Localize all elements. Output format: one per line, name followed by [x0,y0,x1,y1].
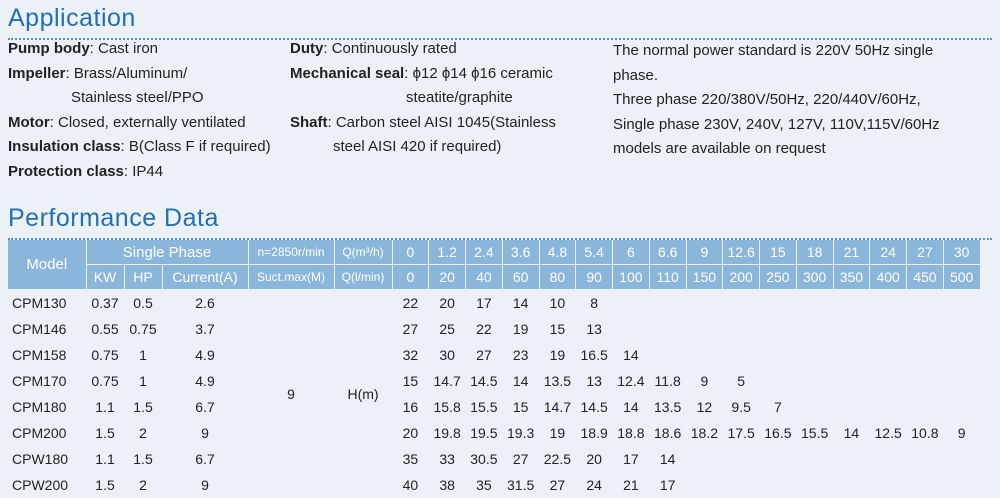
cell-head-value [760,446,797,472]
header-kw: KW [86,265,124,290]
cell-h-label: H(m) [334,290,392,498]
header-q-m3h-value: 24 [870,240,907,265]
cell-head-value [870,316,907,342]
cell-head-value: 20 [429,290,466,317]
cell-head-value: 19 [539,420,576,446]
header-q-m3h-value: 27 [907,240,944,265]
cell-head-value: 23 [502,342,539,368]
cell-head-value: 14.7 [429,368,466,394]
cell-kw: 0.37 [86,290,124,317]
cell-head-value: 40 [392,472,429,498]
cell-current: 9 [162,420,248,446]
header-q-lmin-value: 400 [870,265,907,290]
cell-head-value [907,472,944,498]
cell-head-value: 10 [539,290,576,317]
spec-value: : Carbon steel AISI 1045(Stainless [328,114,556,131]
cell-head-value [796,316,833,342]
cell-head-value: 16.5 [576,342,613,368]
cell-current: 4.9 [162,368,248,394]
header-q-lmin-value: 60 [502,265,539,290]
cell-head-value [796,446,833,472]
cell-model: CPM170 [8,368,86,394]
cell-head-value: 15 [392,368,429,394]
application-middle-column [290,37,590,160]
spec-value: : IP44 [124,163,163,180]
cell-model: CPM158 [8,342,86,368]
header-q-m3h-value: 4.8 [539,240,576,265]
header-q-m3h-value: 1.2 [429,240,466,265]
performance-heading: Performance Data [8,204,219,233]
cell-head-value: 14 [649,446,686,472]
spec-seal-cont: steatite/graphite [290,86,590,111]
cell-head-value [870,394,907,420]
header-q-lmin-value: 110 [649,265,686,290]
cell-head-value [943,446,980,472]
cell-head-value: 27 [466,342,503,368]
header-q-lmin-value: 150 [686,265,723,290]
header-q-lmin-value: 100 [613,265,650,290]
cell-head-value [796,472,833,498]
header-hp: HP [124,265,162,290]
cell-head-value [649,342,686,368]
cell-model: CPM130 [8,290,86,317]
header-q-lmin-value: 40 [466,265,503,290]
header-row-1 [8,240,980,265]
spec-shaft [290,111,590,136]
cell-head-value: 19.5 [466,420,503,446]
table-row [8,420,980,446]
cell-head-value: 14 [502,290,539,317]
cell-model: CPM180 [8,394,86,420]
cell-head-value [723,290,760,317]
cell-head-value [907,394,944,420]
header-q-lmin-value: 250 [760,265,797,290]
header-q-m3h: Q(m³/h) [334,240,392,265]
cell-head-value [686,342,723,368]
cell-head-value: 22 [392,290,429,317]
note-line: The normal power standard is 220V 50Hz single [613,39,973,64]
cell-head-value [686,316,723,342]
cell-head-value [907,290,944,317]
cell-head-value: 15 [502,394,539,420]
header-q-lmin-value: 0 [392,265,429,290]
cell-head-value [686,290,723,317]
cell-head-value: 19.8 [429,420,466,446]
cell-head-value [833,290,870,317]
note-line: Single phase 230V, 240V, 127V, 110V,115V/60Hz [613,113,973,138]
cell-head-value: 18.8 [613,420,650,446]
spec-label: Insulation class [8,138,121,155]
cell-kw: 1.5 [86,420,124,446]
cell-head-value [870,368,907,394]
header-q-lmin-value: 20 [429,265,466,290]
cell-head-value: 7 [760,394,797,420]
cell-head-value: 14 [613,394,650,420]
header-q-m3h-value: 6 [613,240,650,265]
application-left-column [8,37,280,184]
cell-head-value: 12.5 [870,420,907,446]
spec-label: Impeller [8,65,66,82]
spec-label: Protection class [8,163,124,180]
cell-head-value [613,316,650,342]
cell-head-value: 15 [539,316,576,342]
cell-head-value [796,342,833,368]
cell-head-value [760,472,797,498]
header-q-lmin-value: 90 [576,265,613,290]
spec-pump-body [8,37,280,62]
table-row [8,316,980,342]
cell-model: CPM146 [8,316,86,342]
cell-model: CPM200 [8,420,86,446]
cell-kw: 0.75 [86,342,124,368]
cell-head-value: 27 [539,472,576,498]
cell-head-value [833,394,870,420]
cell-current: 6.7 [162,394,248,420]
cell-hp: 1 [124,342,162,368]
header-q-lmin-value: 500 [943,265,980,290]
cell-head-value: 12 [686,394,723,420]
spec-shaft-cont: steel AISI 420 if required) [290,135,590,160]
cell-head-value [649,316,686,342]
cell-head-value [760,290,797,317]
cell-hp: 0.5 [124,290,162,317]
header-q-m3h-value: 21 [833,240,870,265]
power-standard-note [613,39,973,162]
cell-head-value: 20 [576,446,613,472]
header-q-lmin-value: 450 [907,265,944,290]
cell-head-value [943,472,980,498]
cell-hp: 2 [124,472,162,498]
cell-head-value: 8 [576,290,613,317]
cell-head-value [796,290,833,317]
cell-head-value [943,394,980,420]
cell-current: 3.7 [162,316,248,342]
cell-head-value: 14 [502,368,539,394]
cell-hp: 2 [124,420,162,446]
cell-head-value [833,342,870,368]
cell-head-value: 13.5 [539,368,576,394]
cell-head-value: 18.6 [649,420,686,446]
cell-head-value: 13.5 [649,394,686,420]
cell-head-value: 14 [613,342,650,368]
cell-head-value: 15.8 [429,394,466,420]
cell-suct-value: 9 [248,290,334,498]
cell-hp: 1.5 [124,446,162,472]
performance-table [8,240,981,498]
cell-head-value [833,368,870,394]
spec-label: Duty [290,40,323,57]
cell-head-value: 22 [466,316,503,342]
note-line: phase. [613,64,973,89]
cell-head-value [686,472,723,498]
cell-hp: 1.5 [124,394,162,420]
cell-head-value: 5 [723,368,760,394]
cell-head-value: 12.4 [613,368,650,394]
table-row [8,368,980,394]
spec-value: : Continuously rated [323,40,456,57]
cell-head-value [723,472,760,498]
application-heading: Application [8,4,136,33]
cell-head-value: 19.3 [502,420,539,446]
header-q-lmin: Q(l/min) [334,265,392,290]
cell-head-value: 17 [649,472,686,498]
cell-head-value: 14 [833,420,870,446]
cell-head-value: 27 [392,316,429,342]
spec-label: Mechanical seal [290,65,404,82]
cell-head-value [907,342,944,368]
cell-head-value: 16 [392,394,429,420]
header-q-m3h-value: 3.6 [502,240,539,265]
cell-kw: 0.55 [86,316,124,342]
table-row [8,472,980,498]
cell-head-value: 18.9 [576,420,613,446]
cell-head-value [760,368,797,394]
spec-label: Shaft [290,114,328,131]
cell-head-value: 38 [429,472,466,498]
cell-kw: 1.1 [86,446,124,472]
cell-head-value: 15.5 [796,420,833,446]
cell-head-value: 30.5 [466,446,503,472]
cell-head-value [723,316,760,342]
cell-current: 9 [162,472,248,498]
cell-head-value [943,368,980,394]
cell-head-value: 19 [502,316,539,342]
cell-model: CPW180 [8,446,86,472]
cell-head-value [870,290,907,317]
cell-kw: 0.75 [86,368,124,394]
header-q-m3h-value: 0 [392,240,429,265]
cell-head-value [833,472,870,498]
cell-head-value [907,446,944,472]
cell-head-value [760,316,797,342]
cell-current: 6.7 [162,446,248,472]
cell-head-value [760,342,797,368]
cell-head-value [723,342,760,368]
spec-value: : Cast iron [90,40,158,57]
cell-head-value: 19 [539,342,576,368]
spec-motor [8,111,280,136]
header-q-m3h-value: 15 [760,240,797,265]
cell-head-value [833,316,870,342]
cell-head-value: 20 [392,420,429,446]
note-line: Three phase 220/380V/50Hz, 220/440V/60Hz, [613,88,973,113]
cell-head-value [943,316,980,342]
spec-impeller-cont: Stainless steel/PPO [8,86,280,111]
cell-kw: 1.1 [86,394,124,420]
spec-protection [8,160,280,185]
cell-head-value [907,368,944,394]
cell-hp: 0.75 [124,316,162,342]
spec-label: Pump body [8,40,90,57]
cell-head-value: 9 [943,420,980,446]
cell-head-value: 25 [429,316,466,342]
cell-head-value: 17.5 [723,420,760,446]
spec-insulation [8,135,280,160]
cell-head-value [943,342,980,368]
cell-head-value: 11.8 [649,368,686,394]
spec-duty [290,37,590,62]
cell-head-value [613,290,650,317]
cell-head-value [907,316,944,342]
cell-head-value: 15.5 [466,394,503,420]
cell-head-value [870,342,907,368]
cell-head-value [686,446,723,472]
cell-current: 2.6 [162,290,248,317]
cell-head-value: 9.5 [723,394,760,420]
cell-head-value: 30 [429,342,466,368]
header-current: Current(A) [162,265,248,290]
cell-head-value: 33 [429,446,466,472]
table-row [8,290,980,317]
header-suct: Suct.max(M) [248,265,334,290]
cell-model: CPW200 [8,472,86,498]
header-speed: n=2850r/min [248,240,334,265]
cell-head-value: 14.5 [466,368,503,394]
cell-hp: 1 [124,368,162,394]
cell-head-value [833,446,870,472]
cell-head-value: 24 [576,472,613,498]
spec-label: Motor [8,114,50,131]
cell-head-value: 14.5 [576,394,613,420]
cell-head-value: 9 [686,368,723,394]
table-row [8,342,980,368]
cell-head-value: 14.7 [539,394,576,420]
cell-head-value [796,368,833,394]
cell-head-value: 35 [392,446,429,472]
header-model: Model [8,240,86,290]
header-row-2 [8,265,980,290]
cell-head-value: 13 [576,368,613,394]
cell-kw: 1.5 [86,472,124,498]
cell-head-value: 10.8 [907,420,944,446]
note-line: models are available on request [613,137,973,162]
header-q-lmin-value: 200 [723,265,760,290]
cell-head-value [796,394,833,420]
header-q-m3h-value: 2.4 [466,240,503,265]
cell-head-value [723,446,760,472]
spec-value: : Closed, externally ventilated [50,114,246,131]
cell-head-value: 21 [613,472,650,498]
cell-head-value: 17 [466,290,503,317]
cell-head-value [943,290,980,317]
cell-head-value: 22.5 [539,446,576,472]
header-q-m3h-value: 9 [686,240,723,265]
header-q-lmin-value: 350 [833,265,870,290]
header-q-m3h-value: 5.4 [576,240,613,265]
cell-head-value [870,472,907,498]
cell-head-value: 17 [613,446,650,472]
cell-head-value: 32 [392,342,429,368]
table-row [8,446,980,472]
spec-impeller [8,62,280,87]
header-q-lmin-value: 80 [539,265,576,290]
header-q-m3h-value: 12.6 [723,240,760,265]
header-q-lmin-value: 300 [796,265,833,290]
cell-head-value: 27 [502,446,539,472]
cell-head-value: 18.2 [686,420,723,446]
header-q-m3h-value: 30 [943,240,980,265]
cell-head-value: 31.5 [502,472,539,498]
header-q-m3h-value: 6.6 [649,240,686,265]
spec-value: : B(Class F if required) [121,138,271,155]
spec-seal [290,62,590,87]
cell-current: 4.9 [162,342,248,368]
header-single-phase: Single Phase [86,240,248,265]
spec-value: : Brass/Aluminum/ [66,65,188,82]
cell-head-value: 35 [466,472,503,498]
cell-head-value: 13 [576,316,613,342]
spec-value: : ϕ12 ϕ14 ϕ16 ceramic [404,65,553,82]
cell-head-value [870,446,907,472]
header-q-m3h-value: 18 [796,240,833,265]
table-row [8,394,980,420]
cell-head-value: 16.5 [760,420,797,446]
cell-head-value [649,290,686,317]
